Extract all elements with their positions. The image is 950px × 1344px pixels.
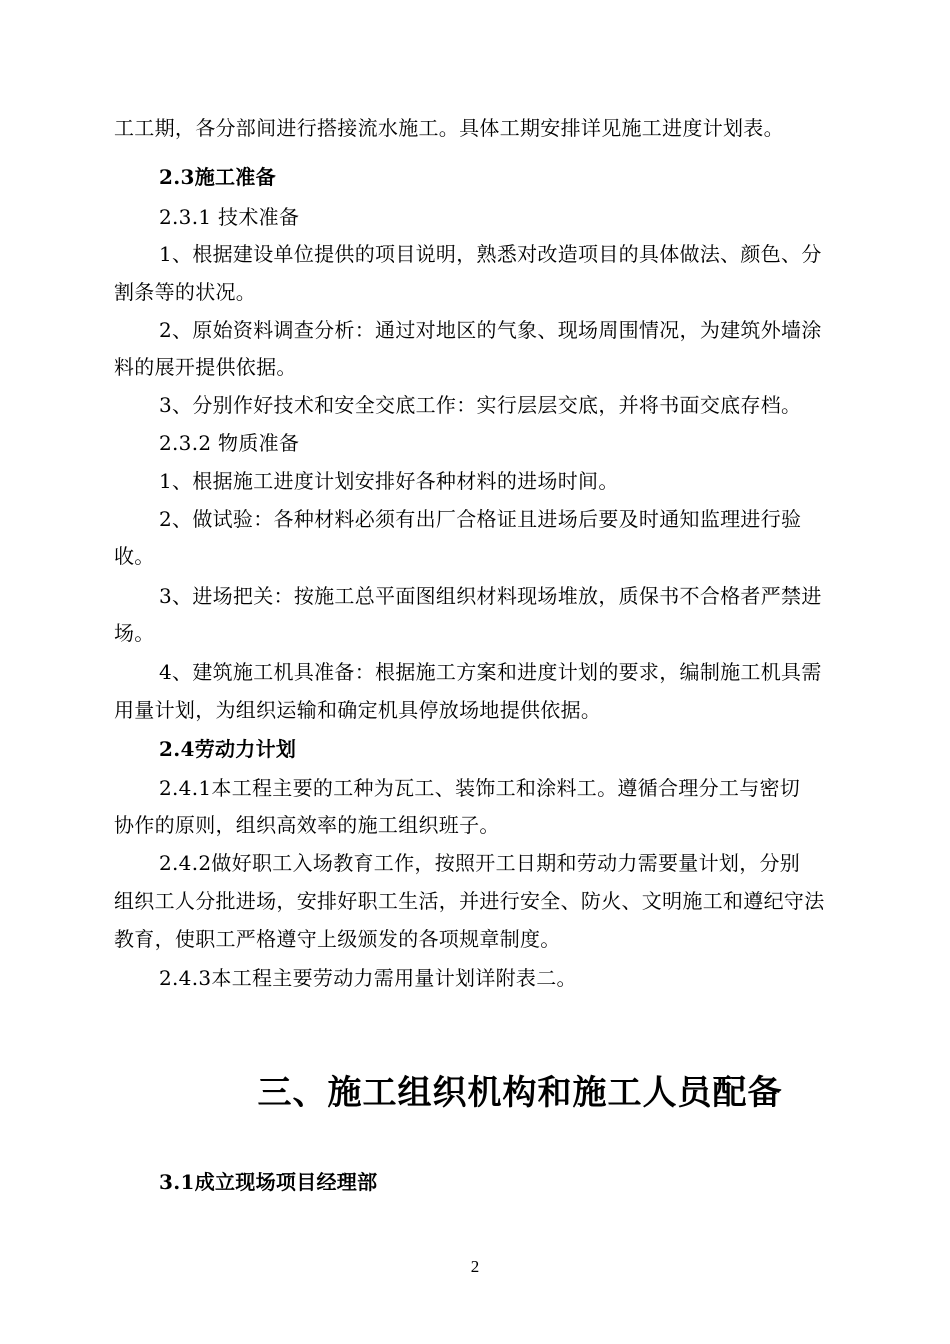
section-heading-3-1: 3.1成立现场项目经理部 — [159, 1170, 378, 1194]
chapter-title: 三、施工组织机构和施工人员配备 — [257, 1073, 783, 1113]
paragraph-line: 协作的原则，组织高效率的施工组织班子。 — [114, 813, 500, 837]
paragraph-line: 割条等的状况。 — [114, 280, 257, 304]
paragraph-line: 场。 — [114, 621, 155, 645]
paragraph-continuation: 工工期，各分部间进行搭接流水施工。具体工期安排详见施工进度计划表。 — [114, 116, 784, 140]
subsection-heading-2-3-2: 2.3.2 物质准备 — [159, 431, 300, 455]
paragraph-line: 用量计划，为组织运输和确定机具停放场地提供依据。 — [114, 698, 602, 722]
subsection-heading-2-3-1: 2.3.1 技术准备 — [159, 205, 300, 229]
paragraph-line: 1、根据建设单位提供的项目说明，熟悉对改造项目的具体做法、颜色、分 — [159, 242, 822, 266]
paragraph-line: 3、分别作好技术和安全交底工作：实行层层交底，并将书面交底存档。 — [159, 393, 802, 417]
page-number: 2 — [470, 1257, 480, 1276]
paragraph-line: 2、原始资料调查分析：通过对地区的气象、现场周围情况，为建筑外墙涂 — [159, 318, 822, 342]
paragraph-line: 2.4.2做好职工入场教育工作，按照开工日期和劳动力需要量计划，分别 — [159, 851, 801, 875]
paragraph-line: 教育，使职工严格遵守上级颁发的各项规章制度。 — [114, 927, 561, 951]
paragraph-line: 收。 — [114, 544, 155, 568]
paragraph-line: 1、根据施工进度计划安排好各种材料的进场时间。 — [159, 469, 619, 493]
section-heading-2-4: 2.4劳动力计划 — [159, 737, 297, 761]
section-heading-2-3: 2.3施工准备 — [159, 165, 276, 189]
paragraph-line: 组织工人分批进场，安排好职工生活，并进行安全、防火、文明施工和遵纪守法 — [114, 889, 825, 913]
paragraph-line: 料的展开提供依据。 — [114, 355, 297, 379]
paragraph-line: 3、进场把关：按施工总平面图组织材料现场堆放，质保书不合格者严禁进 — [159, 584, 822, 608]
paragraph-line: 2.4.3本工程主要劳动力需用量计划详附表二。 — [159, 966, 577, 990]
paragraph-line: 4、建筑施工机具准备：根据施工方案和进度计划的要求，编制施工机具需 — [159, 660, 822, 684]
paragraph-line: 2、做试验：各种材料必须有出厂合格证且进场后要及时通知监理进行验 — [159, 507, 802, 531]
paragraph-line: 2.4.1本工程主要的工种为瓦工、装饰工和涂料工。遵循合理分工与密切 — [159, 776, 801, 800]
